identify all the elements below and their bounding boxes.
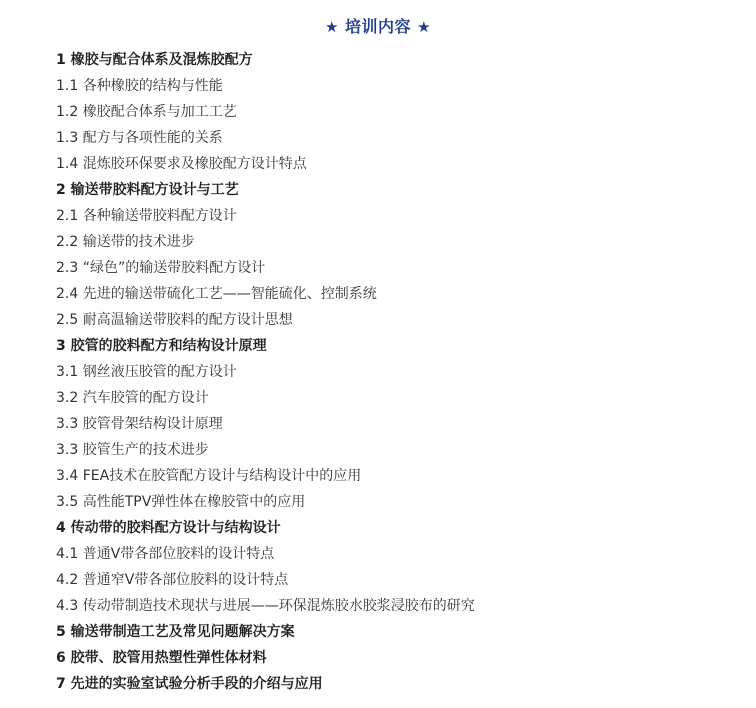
subsection-item: 4.3 传动带制造技术现状与进展——环保混炼胶水胶浆浸胶布的研究 bbox=[56, 598, 475, 614]
subsection-item: 2.4 先进的输送带硫化工艺——智能硫化、控制系统 bbox=[56, 286, 377, 302]
subsection-item: 4.2 普通窄V带各部位胶料的设计特点 bbox=[56, 572, 289, 588]
section-heading: 2 输送带胶料配方设计与工艺 bbox=[56, 182, 239, 198]
subsection-item: 4.1 普通V带各部位胶料的设计特点 bbox=[56, 546, 275, 562]
section-heading: 1 橡胶与配合体系及混炼胶配方 bbox=[56, 52, 253, 68]
section-heading: 3 胶管的胶料配方和结构设计原理 bbox=[56, 338, 267, 354]
subsection-item: 2.1 各种输送带胶料配方设计 bbox=[56, 208, 237, 224]
subsection-item: 2.5 耐高温输送带胶料的配方设计思想 bbox=[56, 312, 293, 328]
title-text: 培训内容 bbox=[344, 17, 411, 36]
section-heading: 4 传动带的胶料配方设计与结构设计 bbox=[56, 520, 281, 536]
section-heading: 7 先进的实验室试验分析手段的介绍与应用 bbox=[56, 676, 323, 692]
subsection-item: 3.5 高性能TPV弹性体在橡胶管中的应用 bbox=[56, 494, 306, 510]
subsection-item: 3.1 钢丝液压胶管的配方设计 bbox=[56, 364, 237, 380]
section-heading: 5 输送带制造工艺及常见问题解决方案 bbox=[56, 624, 295, 640]
subsection-item: 3.4 FEA技术在胶管配方设计与结构设计中的应用 bbox=[56, 468, 362, 484]
subsection-item: 1.1 各种橡胶的结构与性能 bbox=[56, 78, 223, 94]
outline-list bbox=[0, 47, 756, 697]
star-icon-right: ★ bbox=[417, 18, 432, 36]
star-icon-left: ★ bbox=[324, 18, 339, 36]
subsection-item: 3.2 汽车胶管的配方设计 bbox=[56, 390, 209, 406]
section-heading: 6 胶带、胶管用热塑性弹性体材料 bbox=[56, 650, 267, 666]
subsection-item: 1.4 混炼胶环保要求及橡胶配方设计特点 bbox=[56, 156, 307, 172]
subsection-item: 1.2 橡胶配合体系与加工工艺 bbox=[56, 104, 237, 120]
subsection-item: 1.3 配方与各项性能的关系 bbox=[56, 130, 223, 146]
subsection-item: 2.2 输送带的技术进步 bbox=[56, 234, 195, 250]
subsection-item: 3.3 胶管骨架结构设计原理 bbox=[56, 416, 223, 432]
page-title bbox=[0, 14, 756, 40]
subsection-item: 3.3 胶管生产的技术进步 bbox=[56, 442, 209, 458]
subsection-item: 2.3 “绿色”的输送带胶料配方设计 bbox=[56, 260, 266, 276]
